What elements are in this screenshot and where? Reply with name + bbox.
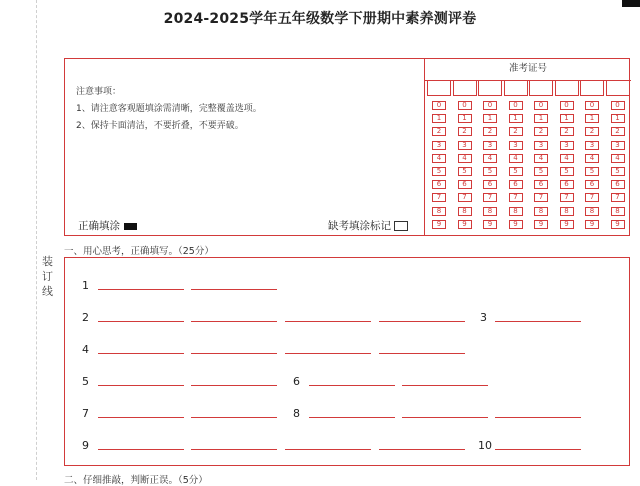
exam-number-write-cell[interactable] xyxy=(478,80,502,96)
question-number: 3 xyxy=(480,311,487,324)
digit-bubble[interactable]: 6 xyxy=(585,180,599,189)
answer-blank[interactable] xyxy=(191,449,277,450)
digit-bubble[interactable]: 7 xyxy=(611,193,625,202)
digit-bubble[interactable]: 7 xyxy=(534,193,548,202)
answer-blank[interactable] xyxy=(309,417,395,418)
digit-bubble[interactable]: 0 xyxy=(560,101,574,110)
digit-bubble[interactable]: 6 xyxy=(458,180,472,189)
digit-bubble[interactable]: 5 xyxy=(534,167,548,176)
notice-line-1: 1、请注意客观题填涂需清晰，完整覆盖选项。 xyxy=(76,104,262,114)
digit-bubble[interactable]: 3 xyxy=(483,141,497,150)
answer-blank[interactable] xyxy=(191,417,277,418)
answer-blank[interactable] xyxy=(191,321,277,322)
digit-bubble[interactable]: 8 xyxy=(458,207,472,216)
digit-bubble[interactable]: 6 xyxy=(611,180,625,189)
digit-bubble[interactable]: 9 xyxy=(611,220,625,229)
exam-number-write-cell[interactable] xyxy=(529,80,553,96)
question-number: 4 xyxy=(82,343,89,356)
exam-number-write-cell[interactable] xyxy=(580,80,604,96)
answer-blank[interactable] xyxy=(379,353,465,354)
question-number: 5 xyxy=(82,375,89,388)
digit-bubble[interactable]: 8 xyxy=(483,207,497,216)
exam-number-write-cell[interactable] xyxy=(427,80,451,96)
fill-correct-example xyxy=(78,218,137,233)
answer-blank[interactable] xyxy=(285,449,371,450)
absent-checkbox[interactable] xyxy=(394,221,408,231)
answer-blank[interactable] xyxy=(98,353,184,354)
digit-bubble[interactable]: 5 xyxy=(509,167,523,176)
digit-bubble[interactable]: 1 xyxy=(611,114,625,123)
answer-blank[interactable] xyxy=(98,289,184,290)
digit-bubble[interactable]: 5 xyxy=(560,167,574,176)
digit-bubble[interactable]: 8 xyxy=(585,207,599,216)
digit-bubble[interactable]: 0 xyxy=(458,101,472,110)
digit-bubble[interactable]: 6 xyxy=(432,180,446,189)
digit-bubble[interactable]: 6 xyxy=(534,180,548,189)
digit-bubble[interactable]: 3 xyxy=(458,141,472,150)
section-1-heading: 一、用心思考，正确填写。（25分） xyxy=(64,246,214,257)
digit-bubble[interactable]: 9 xyxy=(560,220,574,229)
answer-blank[interactable] xyxy=(98,417,184,418)
digit-bubble[interactable]: 2 xyxy=(483,127,497,136)
digit-bubble[interactable]: 3 xyxy=(611,141,625,150)
digit-bubble[interactable]: 1 xyxy=(585,114,599,123)
digit-bubble[interactable]: 4 xyxy=(585,154,599,163)
digit-bubble[interactable]: 9 xyxy=(585,220,599,229)
answer-blank[interactable] xyxy=(285,321,371,322)
answer-blank[interactable] xyxy=(379,321,465,322)
corner-mark xyxy=(622,0,640,7)
digit-bubble[interactable]: 7 xyxy=(585,193,599,202)
digit-bubble[interactable]: 2 xyxy=(509,127,523,136)
digit-bubble[interactable]: 3 xyxy=(534,141,548,150)
digit-bubble[interactable]: 0 xyxy=(483,101,497,110)
digit-bubble[interactable]: 9 xyxy=(534,220,548,229)
question-number: 10 xyxy=(478,439,492,452)
digit-bubble[interactable]: 1 xyxy=(432,114,446,123)
digit-bubble[interactable]: 3 xyxy=(509,141,523,150)
answer-blank[interactable] xyxy=(402,417,488,418)
digit-bubble[interactable]: 8 xyxy=(432,207,446,216)
digit-bubble[interactable]: 7 xyxy=(483,193,497,202)
page-title: 2024-2025学年五年级数学下册期中素养测评卷 xyxy=(163,11,477,27)
digit-bubble[interactable]: 1 xyxy=(560,114,574,123)
fill-correct-label: 正确填涂 xyxy=(78,220,120,232)
digit-bubble[interactable]: 2 xyxy=(432,127,446,136)
digit-bubble[interactable]: 4 xyxy=(560,154,574,163)
digit-bubble[interactable]: 5 xyxy=(432,167,446,176)
answer-blank[interactable] xyxy=(402,385,488,386)
digit-bubble[interactable]: 7 xyxy=(432,193,446,202)
digit-bubble[interactable]: 9 xyxy=(458,220,472,229)
digit-bubble[interactable]: 4 xyxy=(458,154,472,163)
notice-heading: 注意事项： xyxy=(76,87,122,97)
digit-bubble[interactable]: 0 xyxy=(611,101,625,110)
digit-bubble[interactable]: 2 xyxy=(585,127,599,136)
answer-blank[interactable] xyxy=(379,449,465,450)
digit-bubble[interactable]: 3 xyxy=(585,141,599,150)
digit-bubble[interactable]: 2 xyxy=(560,127,574,136)
digit-bubble[interactable]: 3 xyxy=(560,141,574,150)
digit-bubble[interactable]: 7 xyxy=(509,193,523,202)
answer-blank[interactable] xyxy=(98,385,184,386)
digit-bubble[interactable]: 9 xyxy=(509,220,523,229)
answer-blank[interactable] xyxy=(309,385,395,386)
answer-blank[interactable] xyxy=(495,321,581,322)
absent-label: 缺考填涂标记 xyxy=(328,220,391,232)
notice-line-2: 2、保持卡面清洁，不要折叠，不要弄破。 xyxy=(76,121,244,131)
question-number: 8 xyxy=(293,407,300,420)
digit-bubble[interactable]: 1 xyxy=(458,114,472,123)
digit-bubble[interactable]: 1 xyxy=(534,114,548,123)
exam-number-write-cell[interactable] xyxy=(555,80,579,96)
question-number: 1 xyxy=(82,279,89,292)
digit-bubble[interactable]: 9 xyxy=(483,220,497,229)
digit-bubble[interactable]: 4 xyxy=(611,154,625,163)
digit-bubble[interactable]: 7 xyxy=(458,193,472,202)
answer-blank[interactable] xyxy=(495,417,581,418)
digit-bubble[interactable]: 3 xyxy=(432,141,446,150)
digit-bubble[interactable]: 9 xyxy=(432,220,446,229)
absent-mark-area xyxy=(328,218,408,233)
answer-blank[interactable] xyxy=(191,289,277,290)
exam-number-write-cell[interactable] xyxy=(453,80,477,96)
digit-bubble[interactable]: 8 xyxy=(534,207,548,216)
section-2-heading: 二、仔细推敲，判断正误。（5分） xyxy=(64,475,208,486)
digit-bubble[interactable]: 1 xyxy=(509,114,523,123)
digit-bubble[interactable]: 4 xyxy=(509,154,523,163)
question-number: 2 xyxy=(82,311,89,324)
question-number: 6 xyxy=(293,375,300,388)
digit-bubble[interactable]: 5 xyxy=(611,167,625,176)
answer-blank[interactable] xyxy=(285,353,371,354)
digit-bubble[interactable]: 0 xyxy=(534,101,548,110)
digit-bubble[interactable]: 0 xyxy=(432,101,446,110)
digit-bubble[interactable]: 8 xyxy=(611,207,625,216)
exam-number-write-cell[interactable] xyxy=(606,80,630,96)
binding-label: 装订线 xyxy=(42,255,53,298)
digit-bubble[interactable]: 6 xyxy=(560,180,574,189)
exam-number-write-cell[interactable] xyxy=(504,80,528,96)
digit-bubble[interactable]: 4 xyxy=(432,154,446,163)
answer-blank[interactable] xyxy=(191,353,277,354)
question-number: 9 xyxy=(82,439,89,452)
digit-bubble[interactable]: 8 xyxy=(560,207,574,216)
digit-bubble[interactable]: 0 xyxy=(585,101,599,110)
digit-bubble[interactable]: 2 xyxy=(458,127,472,136)
digit-bubble[interactable]: 4 xyxy=(534,154,548,163)
digit-bubble[interactable]: 2 xyxy=(534,127,548,136)
digit-bubble[interactable]: 6 xyxy=(509,180,523,189)
exam-number-grid xyxy=(424,58,630,236)
answer-blank[interactable] xyxy=(98,449,184,450)
digit-bubble[interactable]: 7 xyxy=(560,193,574,202)
digit-bubble[interactable]: 8 xyxy=(509,207,523,216)
question-number: 7 xyxy=(82,407,89,420)
filled-mark-icon xyxy=(124,223,137,230)
digit-bubble[interactable]: 4 xyxy=(483,154,497,163)
binding-dashed-line xyxy=(36,0,37,480)
answer-blank[interactable] xyxy=(98,321,184,322)
digit-bubble[interactable]: 0 xyxy=(509,101,523,110)
answer-blank[interactable] xyxy=(495,449,581,450)
digit-bubble[interactable]: 5 xyxy=(483,167,497,176)
digit-bubble[interactable]: 6 xyxy=(483,180,497,189)
digit-bubble[interactable]: 5 xyxy=(458,167,472,176)
digit-bubble[interactable]: 1 xyxy=(483,114,497,123)
digit-bubble[interactable]: 2 xyxy=(611,127,625,136)
notice-block xyxy=(76,84,262,135)
digit-bubble[interactable]: 5 xyxy=(585,167,599,176)
exam-number-title: 准考证号 xyxy=(425,58,631,81)
answer-blank[interactable] xyxy=(191,385,277,386)
